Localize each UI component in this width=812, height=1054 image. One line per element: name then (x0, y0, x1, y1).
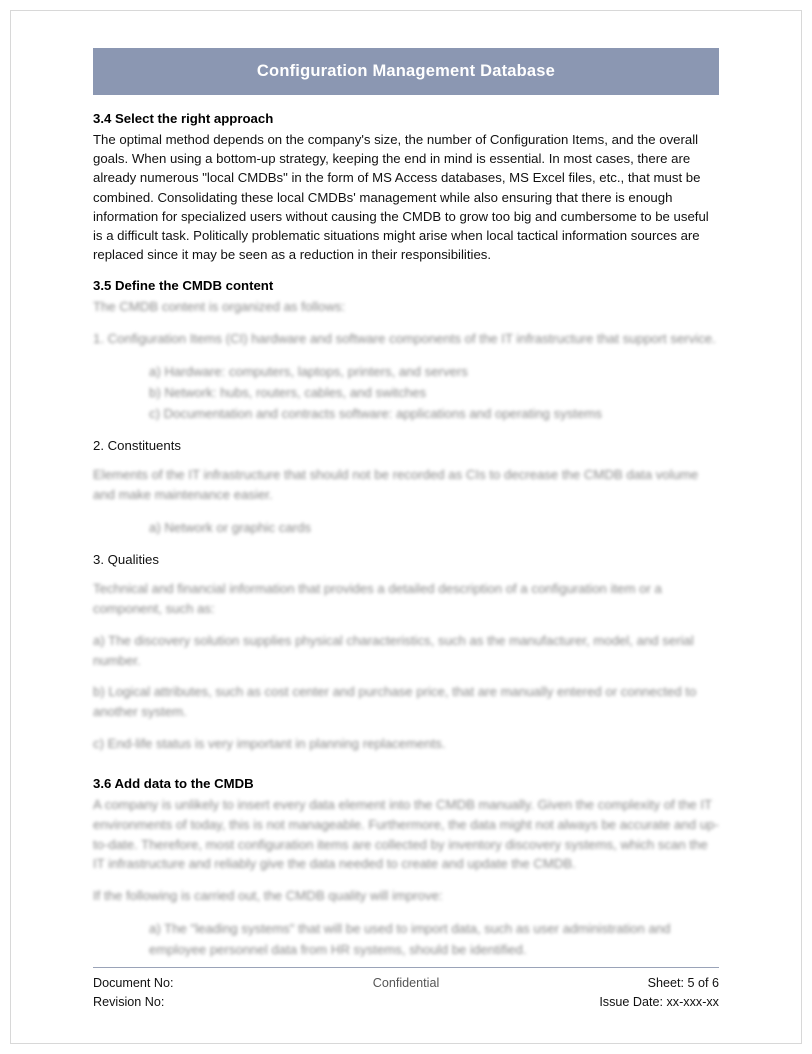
footer-sheet-number: Sheet: 5 of 6 (647, 976, 719, 991)
blurred-paragraph-add-data: A company is unlikely to insert every data element into the CMDB manually. Given the complexity of the IT environments of today, this is not manageable. Furthermore, the data might not always be accurate and up-to-date. Therefore, most configuration items are collected by inventory discovery systems, which scan the IT infrastructure and reliably give the data needed to create and update the CMDB. (93, 796, 719, 872)
blurred-paragraph-constituents: Elements of the IT infrastructure that should not be recorded as CIs to decrease the CMDB data volume and make maintenance easier. (93, 467, 699, 503)
footer-confidential: Confidential (372, 976, 440, 991)
blurred-list-leading-systems (93, 918, 719, 960)
spacer (93, 766, 719, 774)
footer-revision-no: Revision No: (93, 995, 165, 1010)
blurred-paragraph-cmdb-content-intro: The CMDB content is organized as follows: (93, 299, 346, 315)
blurred-list-ci-types (93, 361, 719, 424)
page-footer (93, 967, 719, 1012)
list-item: a) Network or graphic cards (149, 519, 311, 535)
blurred-list-constituent-examples (93, 517, 719, 538)
blurred-paragraph-end-life-status: c) End-life status is very important in planning replacements. (93, 736, 446, 752)
section-heading-3-5: 3.5 Define the CMDB content (93, 278, 274, 294)
footer-row-top (93, 974, 719, 993)
footer-row-bottom (93, 993, 719, 1012)
footer-issue-date: Issue Date: xx-xxx-xx (599, 995, 719, 1010)
document-title-banner: Configuration Management Database (93, 48, 719, 95)
list-item: a) The "leading systems" that will be used to import data, such as user administration and employee personnel data from HR systems, should be identified. (149, 920, 671, 958)
blurred-paragraph-physical-attributes: a) The discovery solution supplies physical characteristics, such as the manufacturer, model, and serial number. (93, 632, 694, 668)
subheading-constituents: 2. Constituents (93, 438, 181, 454)
blurred-paragraph-logical-attributes: b) Logical attributes, such as cost center and purchase price, that are manually entered or connected to another system. (93, 684, 697, 720)
subheading-qualities: 3. Qualities (93, 552, 159, 568)
blurred-paragraph-qualities-intro: Technical and financial information that provides a detailed description of a configuration item or a component, such as: (93, 581, 662, 617)
section-heading-3-4: 3.4 Select the right approach (93, 111, 274, 126)
blurred-paragraph-configuration-items: 1. Configuration Items (CI) hardware and software components of the IT infrastructure that support service. (93, 331, 716, 347)
section-heading-3-6: 3.6 Add data to the CMDB (93, 775, 254, 791)
list-item: b) Network: hubs, routers, cables, and switches (149, 384, 427, 400)
blurred-paragraph-quality-improve: If the following is carried out, the CMDB quality will improve: (93, 888, 443, 904)
list-item: a) Hardware: computers, laptops, printers, and servers (149, 363, 468, 379)
document-content (93, 48, 719, 972)
section-body-3-4: The optimal method depends on the company's size, the number of Configuration Items, and the overall goals. When using a bottom-up strategy, keeping the end in mind is essential. In most cases, there are already numerous "local CMDBs" in the form of MS Access databases, MS Excel files, etc., that must be combined. Consolidating these local CMDBs' management while also ensuring that there is enough information for specialized users without causing the CMDB to grow too big and cumbersome to be useful is a difficult task. Politically problematic situations might arise when local tactical information sources are replaced since it may be seen as a reduction in their responsibilities. (93, 132, 709, 262)
footer-document-no: Document No: (93, 976, 174, 991)
list-item: c) Documentation and contracts software: applications and operating systems (149, 406, 603, 422)
document-body (93, 95, 719, 960)
